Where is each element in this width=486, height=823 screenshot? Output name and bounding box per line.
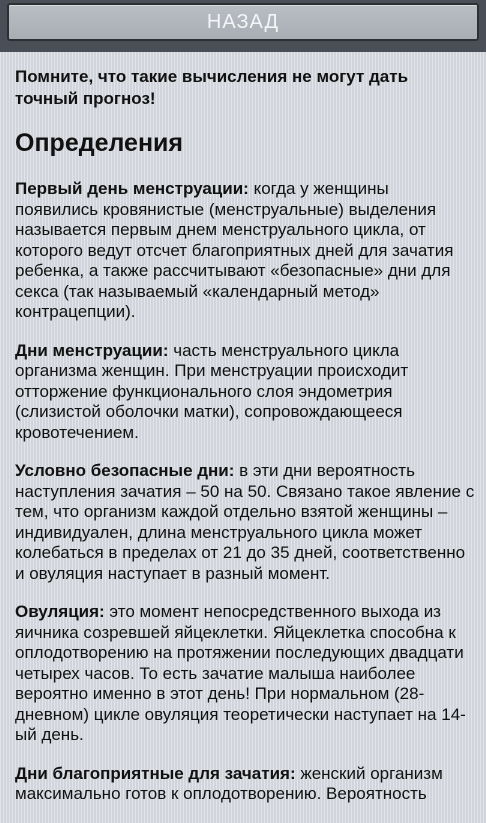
definition-text: когда у женщины появились кровянистые (менструальные) выделения называется первым днем менструального цикла, от которого ведут отсчет благоприятных дней для зачатия ребенка, а также рассчитывают «безопасные» дни для секса (так называемый «календарный метод» контрацепции). — [15, 179, 454, 321]
definition-text: в эти дни вероятность наступления зачатия – 50 на 50. Связано такое явление с тем, что организм каждой отдельно взятой женщины – индивидуален, длина менструального цикла может колебаться в пределах от 21 до 35 дней, соответственно и овуляция наступает в разный момент. — [15, 461, 475, 583]
definition-text: женский организм максимально готов к оплодотворению. Вероятность — [15, 763, 443, 803]
definition-first-day — [15, 179, 475, 323]
definition-safe-days — [15, 461, 475, 584]
definition-fertile-days — [15, 764, 475, 805]
definition-text: часть менструального цикла организма женщин. При менструации происходит отторжение функционального слоя эндометрия (слизистой оболочки матки), сопровождающееся кровотечением. — [15, 340, 409, 442]
definition-term: Дни менструации: — [15, 340, 169, 360]
content-area — [15, 66, 475, 823]
section-title: Определения — [15, 129, 184, 157]
top-bar — [0, 0, 486, 52]
definition-menstruation-days — [15, 341, 475, 444]
definition-text: это момент непосредственного выхода из яичника созревшей яйцеклетки. Яйцеклетка способна к оплодотворению на протяжении последующих двадцати четырех часов. То есть зачатие малыша наиболее вероятно именно в этот день! При нормальном (28-дневном) цикле овуляция теоретически наступает на 14-ый день. — [15, 602, 466, 744]
warning-text: Помните, что такие вычисления не могут дать точный прогноз! — [15, 67, 409, 108]
back-button[interactable]: НАЗАД — [7, 3, 479, 41]
definition-term: Дни благоприятные для зачатия: — [15, 763, 296, 783]
definition-term: Овуляция: — [15, 602, 105, 621]
definition-term: Первый день менструации: — [15, 179, 249, 198]
definition-term: Условно безопасные дни: — [15, 461, 235, 480]
definition-ovulation — [15, 602, 475, 746]
